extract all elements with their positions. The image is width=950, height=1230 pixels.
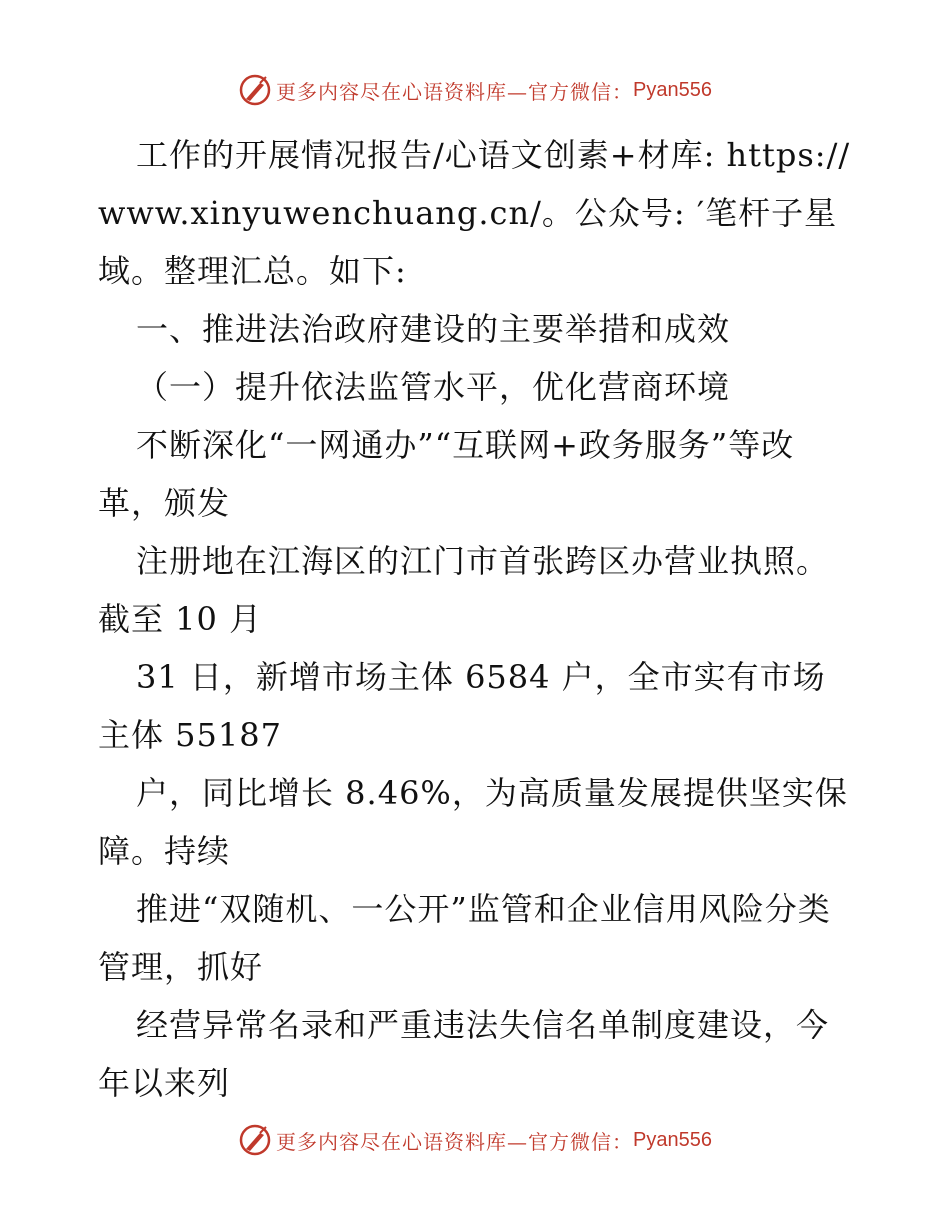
paragraph-growth: 户，同比增长 8.46%，为高质量发展提供坚实保障。持续 [98,774,848,870]
banner-wechat-id: Pyan556 [633,78,712,101]
document-body [98,126,858,1112]
banner-wechat-id: Pyan556 [633,1128,712,1151]
footer-watermark-banner [0,1120,950,1160]
paragraph-supervision: 推进“双随机、一公开”监管和企业信用风险分类管理，抓好 [98,890,831,986]
section-heading: 一、推进法治政府建设的主要举措和成效 [136,310,731,348]
paragraph-license: 注册地在江海区的江门市首张跨区办营业执照。截至 10 月 [98,542,830,638]
feather-pen-logo-icon [238,1123,272,1157]
feather-pen-logo-icon [238,73,272,107]
paragraph-market-entities: 31 日，新增市场主体 6584 户，全市实有市场主体 55187 [98,658,826,754]
banner-text: 更多内容尽在心语资料库—官方微信： [276,79,634,104]
subsection-heading: （一）提升依法监管水平，优化营商环境 [136,368,731,406]
header-watermark-banner [0,70,950,110]
paragraph-intro: 工作的开展情况报告/心语文创素+材库: https://www.xinyuwenchuang.cn/。公众号: ′笔杆子星域。整理汇总。如下: [98,136,851,290]
paragraph-reform: 不断深化“一网通办”“互联网+政务服务”等改革，颁发 [98,426,795,522]
banner-text: 更多内容尽在心语资料库—官方微信： [276,1129,634,1154]
paragraph-blacklist: 经营异常名录和严重违法失信名单制度建设，今年以来列 [98,1006,830,1102]
